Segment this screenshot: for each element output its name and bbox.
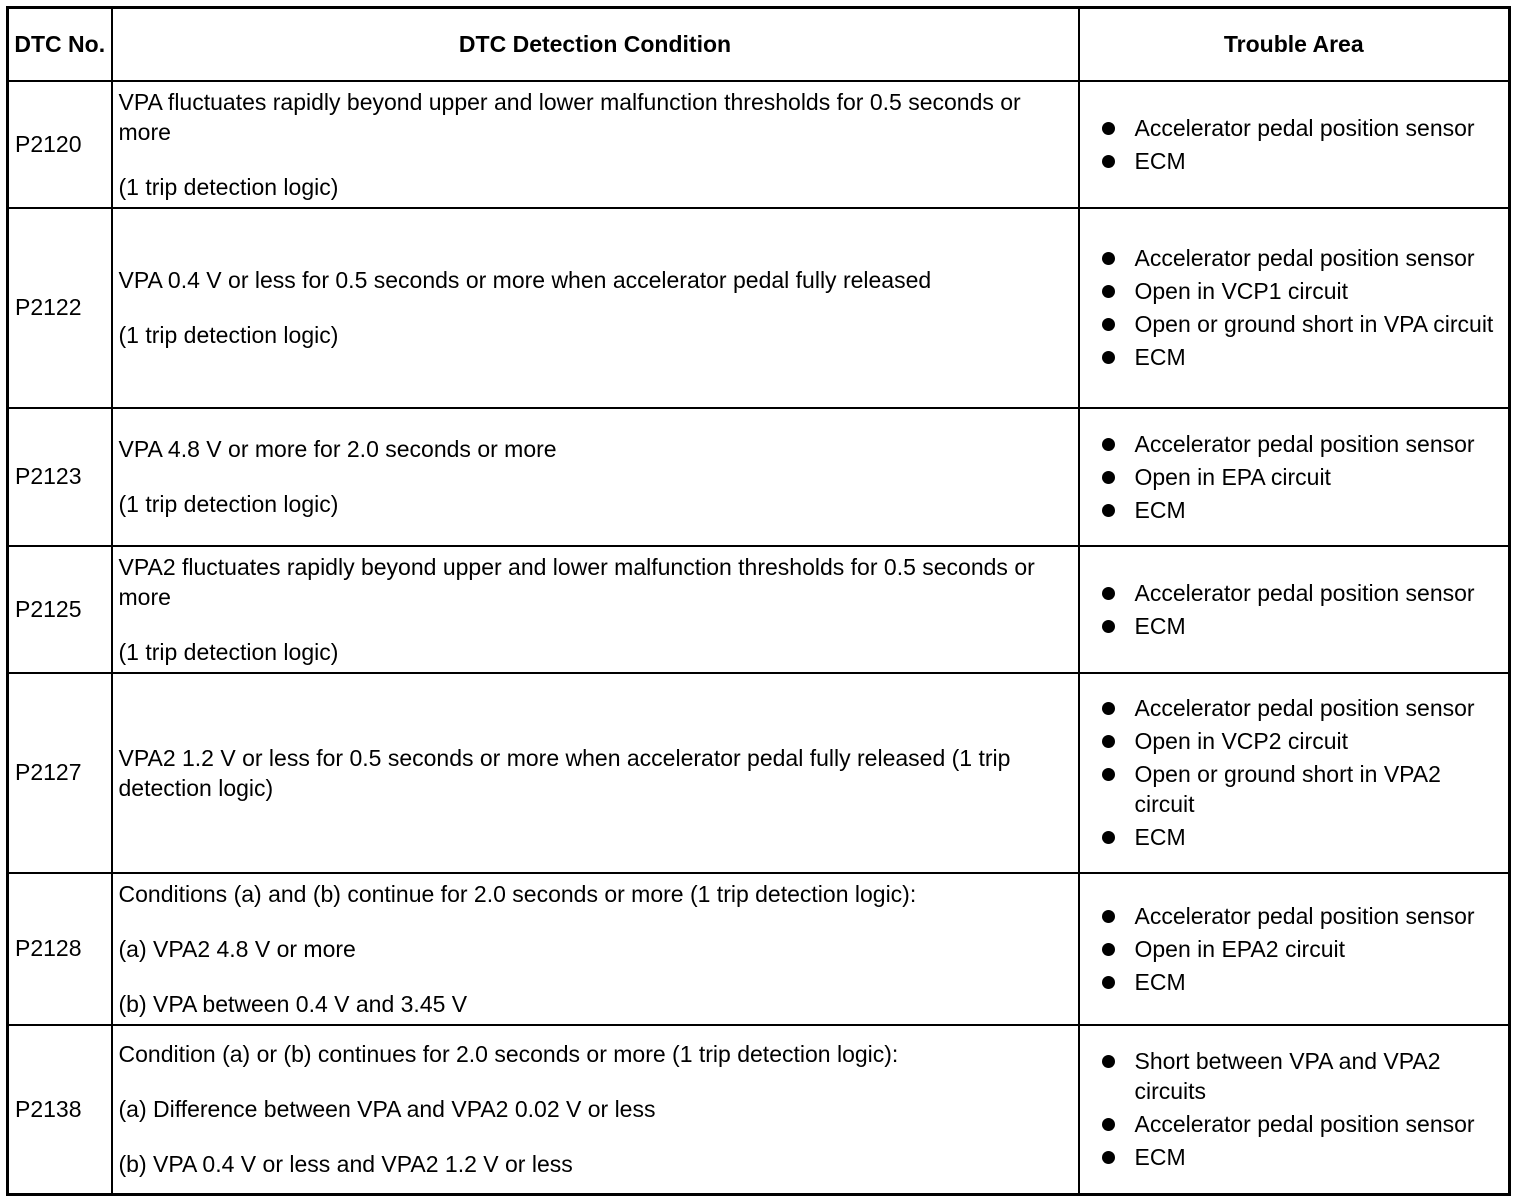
trouble-area-text: Open in VCP1 circuit	[1134, 278, 1348, 304]
list-item	[1102, 611, 1501, 641]
table-row	[8, 81, 1510, 208]
trouble-area-text: Open in VCP2 circuit	[1134, 728, 1348, 754]
condition-text: (1 trip detection logic)	[118, 638, 339, 665]
trouble-area-text: Accelerator pedal position sensor	[1134, 695, 1475, 721]
list-item	[1102, 146, 1501, 176]
trouble-area-text: Accelerator pedal position sensor	[1134, 430, 1475, 457]
list-item	[1102, 462, 1501, 492]
condition-text: (1 trip detection logic)	[118, 173, 339, 200]
dtc-code: P2138	[8, 1025, 112, 1195]
bullet-icon	[1102, 471, 1115, 484]
condition-text: Condition (a) or (b) continues for 2.0 seconds or more (1 trip detection logic):	[118, 1041, 899, 1068]
condition-text: (1 trip detection logic)	[118, 322, 339, 348]
list-item	[1102, 113, 1501, 143]
condition-text: (a) VPA2 4.8 V or more	[118, 935, 356, 962]
trouble-area-text: Open or ground short in VPA circuit	[1134, 311, 1494, 337]
condition-text: VPA 4.8 V or more for 2.0 seconds or more	[118, 436, 557, 462]
bullet-icon	[1102, 504, 1115, 517]
bullet-icon	[1102, 252, 1115, 265]
bullet-icon	[1102, 122, 1115, 135]
table-body	[8, 81, 1510, 1195]
bullet-icon	[1102, 438, 1115, 451]
bullet-icon	[1102, 1118, 1115, 1131]
table-row	[8, 546, 1510, 673]
detection-condition-cell	[112, 1025, 1079, 1195]
condition-text: VPA fluctuates rapidly beyond upper and lower malfunction thresholds for 0.5 seconds or more	[118, 88, 1021, 145]
trouble-area-cell	[1079, 873, 1510, 1025]
condition-text: Conditions (a) and (b) continue for 2.0 seconds or more (1 trip detection logic):	[118, 880, 917, 907]
bullet-icon	[1102, 620, 1115, 633]
header-trouble-area: Trouble Area	[1079, 8, 1510, 81]
trouble-area-text: Accelerator pedal position sensor	[1134, 902, 1475, 929]
list-item	[1102, 578, 1501, 608]
bullet-icon	[1102, 318, 1115, 331]
list-item	[1102, 1109, 1501, 1139]
header-detection-condition: DTC Detection Condition	[112, 8, 1079, 81]
trouble-area-text: ECM	[1134, 824, 1186, 850]
trouble-area-text: Accelerator pedal position sensor	[1134, 1111, 1475, 1138]
bullet-icon	[1102, 155, 1115, 168]
trouble-area-text: Accelerator pedal position sensor	[1134, 245, 1475, 271]
list-item	[1102, 276, 1501, 306]
list-item	[1102, 693, 1501, 723]
list-item	[1102, 901, 1501, 931]
bullet-icon	[1102, 910, 1115, 923]
trouble-area-text: ECM	[1134, 147, 1186, 174]
dtc-code: P2123	[8, 408, 112, 546]
detection-condition-cell	[112, 546, 1079, 673]
trouble-area-text: ECM	[1134, 344, 1186, 370]
trouble-area-list	[1102, 113, 1501, 176]
list-item	[1102, 934, 1501, 964]
list-item	[1102, 822, 1501, 852]
table-row	[8, 673, 1510, 873]
condition-text: (1 trip detection logic)	[118, 491, 339, 517]
bullet-icon	[1102, 943, 1115, 956]
list-item	[1102, 309, 1501, 339]
dtc-code: P2125	[8, 546, 112, 673]
trouble-area-text: ECM	[1134, 968, 1186, 995]
dtc-code: P2127	[8, 673, 112, 873]
list-item	[1102, 726, 1501, 756]
detection-condition-cell	[112, 208, 1079, 408]
bullet-icon	[1102, 1151, 1115, 1164]
condition-text: (a) Difference between VPA and VPA2 0.02 V or less	[118, 1096, 656, 1123]
detection-condition-cell	[112, 408, 1079, 546]
bullet-icon	[1102, 285, 1115, 298]
trouble-area-cell	[1079, 81, 1510, 208]
table-row	[8, 208, 1510, 408]
trouble-area-list	[1102, 429, 1501, 525]
detection-condition-cell	[112, 873, 1079, 1025]
list-item	[1102, 429, 1501, 459]
trouble-area-text: ECM	[1134, 496, 1186, 523]
trouble-area-cell	[1079, 408, 1510, 546]
table-row	[8, 873, 1510, 1025]
trouble-area-text: Accelerator pedal position sensor	[1134, 114, 1475, 141]
trouble-area-text: ECM	[1134, 612, 1186, 639]
bullet-icon	[1102, 1055, 1115, 1068]
trouble-area-cell	[1079, 673, 1510, 873]
trouble-area-list	[1102, 1046, 1501, 1172]
list-item	[1102, 495, 1501, 525]
table-row	[8, 408, 1510, 546]
condition-text: VPA2 fluctuates rapidly beyond upper and lower malfunction thresholds for 0.5 seconds or more	[118, 553, 1035, 610]
trouble-area-text: Open or ground short in VPA2 circuit	[1134, 761, 1441, 817]
trouble-area-cell	[1079, 208, 1510, 408]
bullet-icon	[1102, 351, 1115, 364]
bullet-icon	[1102, 831, 1115, 844]
list-item	[1102, 1142, 1501, 1172]
trouble-area-cell	[1079, 546, 1510, 673]
trouble-area-cell	[1079, 1025, 1510, 1195]
detection-condition-cell	[112, 81, 1079, 208]
dtc-code: P2120	[8, 81, 112, 208]
bullet-icon	[1102, 976, 1115, 989]
condition-text: VPA2 1.2 V or less for 0.5 seconds or more when accelerator pedal fully released (1 trip detection logic)	[118, 744, 1011, 801]
trouble-area-text: Accelerator pedal position sensor	[1134, 579, 1475, 606]
bullet-icon	[1102, 768, 1115, 781]
list-item	[1102, 759, 1501, 819]
bullet-icon	[1102, 702, 1115, 715]
condition-text: (b) VPA between 0.4 V and 3.45 V	[118, 990, 468, 1017]
trouble-area-list	[1102, 693, 1501, 852]
trouble-area-list	[1102, 243, 1501, 372]
dtc-code: P2128	[8, 873, 112, 1025]
trouble-area-list	[1102, 578, 1501, 641]
dtc-table	[6, 6, 1511, 1196]
condition-text: (b) VPA 0.4 V or less and VPA2 1.2 V or less	[118, 1151, 573, 1178]
bullet-icon	[1102, 587, 1115, 600]
trouble-area-text: Open in EPA2 circuit	[1134, 935, 1346, 962]
list-item	[1102, 967, 1501, 997]
header-dtc-no: DTC No.	[8, 8, 112, 81]
list-item	[1102, 342, 1501, 372]
table-row	[8, 1025, 1510, 1195]
detection-condition-cell	[112, 673, 1079, 873]
table-header-row	[8, 8, 1510, 81]
trouble-area-text: Open in EPA circuit	[1134, 463, 1331, 490]
trouble-area-list	[1102, 901, 1501, 997]
dtc-code: P2122	[8, 208, 112, 408]
list-item	[1102, 243, 1501, 273]
trouble-area-text: ECM	[1134, 1144, 1186, 1171]
bullet-icon	[1102, 735, 1115, 748]
condition-text: VPA 0.4 V or less for 0.5 seconds or more when accelerator pedal fully released	[118, 267, 932, 293]
trouble-area-text: Short between VPA and VPA2 circuits	[1134, 1048, 1441, 1105]
list-item	[1102, 1046, 1501, 1106]
